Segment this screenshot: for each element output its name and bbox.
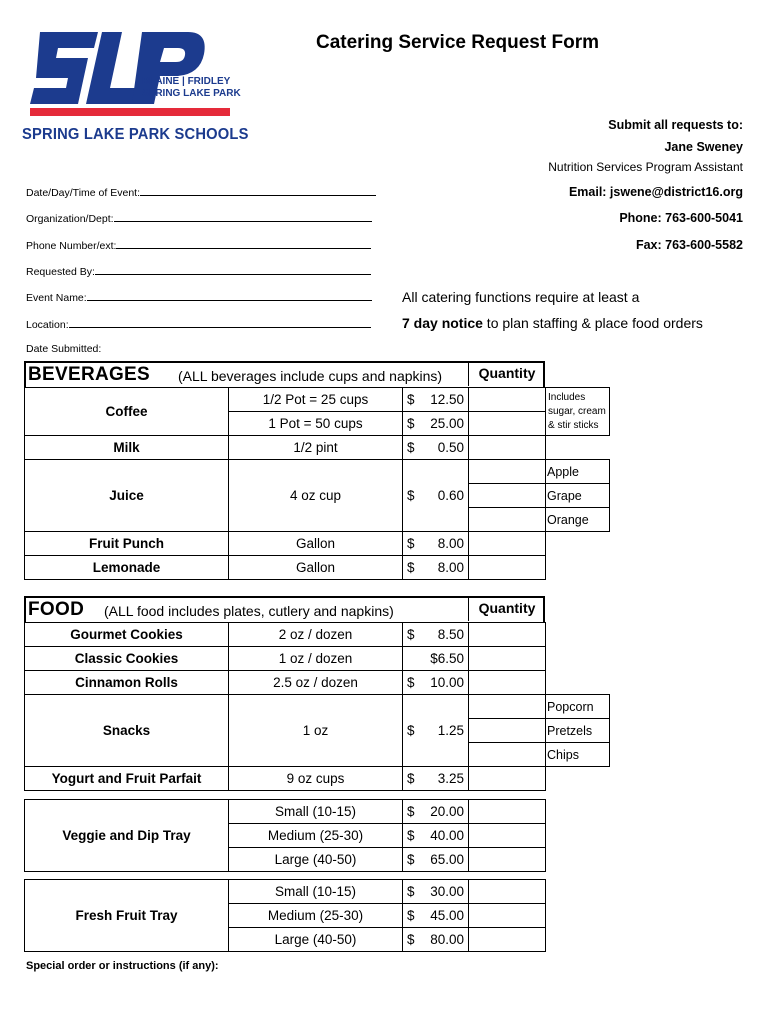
veggie-table <box>24 799 546 872</box>
qty-fruit-small[interactable] <box>469 880 546 904</box>
size-parfait: 9 oz cups <box>229 767 403 791</box>
item-classic-cookies: Classic Cookies <box>25 647 229 671</box>
price-lemonade: $ 8.00 <box>403 556 469 580</box>
option-pretzels: Pretzels <box>546 719 610 743</box>
food-subheading: (ALL food includes plates, cutlery and napkins) <box>104 603 394 619</box>
food-heading: FOOD <box>28 599 85 620</box>
price-fruit-punch: $ 8.00 <box>403 532 469 556</box>
beverages-quantity-header: Quantity <box>468 361 545 386</box>
beverages-subheading: (ALL beverages include cups and napkins) <box>178 368 443 384</box>
qty-veggie-small[interactable] <box>469 800 546 824</box>
item-milk: Milk <box>25 436 229 460</box>
qty-milk[interactable] <box>469 436 546 460</box>
qty-snacks-popcorn[interactable] <box>469 695 546 719</box>
price-coffee-half: $ 12.50 <box>403 388 469 412</box>
field-event-name[interactable]: Event Name: <box>26 290 372 304</box>
option-chips: Chips <box>546 743 610 767</box>
item-fruit-tray: Fresh Fruit Tray <box>25 880 229 952</box>
size-veggie-large: Large (40-50) <box>229 848 403 872</box>
option-orange: Orange <box>546 508 610 532</box>
field-date-submitted[interactable]: Date Submitted: <box>26 343 102 355</box>
size-cinnamon-rolls: 2.5 oz / dozen <box>229 671 403 695</box>
qty-fruit-medium[interactable] <box>469 904 546 928</box>
price-fruit-large: $ 80.00 <box>403 928 469 952</box>
contact-fax: Fax: 763-600-5582 <box>635 238 743 252</box>
price-gourmet-cookies: $ 8.50 <box>403 623 469 647</box>
item-coffee: Coffee <box>25 388 229 436</box>
qty-coffee-half[interactable] <box>469 388 546 412</box>
price-fruit-small: $ 30.00 <box>403 880 469 904</box>
beverages-heading: BEVERAGES <box>28 364 151 385</box>
food-header <box>24 596 545 623</box>
contact-phone: Phone: 763-600-5041 <box>619 211 743 225</box>
qty-juice-orange[interactable] <box>469 508 546 532</box>
qty-parfait[interactable] <box>469 767 546 791</box>
price-veggie-medium: $ 40.00 <box>403 824 469 848</box>
size-veggie-medium: Medium (25-30) <box>229 824 403 848</box>
price-veggie-small: $ 20.00 <box>403 800 469 824</box>
notice-line-2 <box>402 315 703 331</box>
contact-role: Nutrition Services Program Assistant <box>548 160 743 174</box>
item-veggie-tray: Veggie and Dip Tray <box>25 800 229 872</box>
option-popcorn: Popcorn <box>546 695 610 719</box>
qty-cinnamon-rolls[interactable] <box>469 671 546 695</box>
qty-coffee-full[interactable] <box>469 412 546 436</box>
size-fruit-punch: Gallon <box>229 532 403 556</box>
field-requested-by[interactable]: Requested By: <box>26 264 371 278</box>
contact-name: Jane Sweney <box>664 140 743 154</box>
price-classic-cookies: $6.50 <box>403 647 469 671</box>
item-cinnamon-rolls: Cinnamon Rolls <box>25 671 229 695</box>
beverages-table <box>24 387 610 580</box>
qty-gourmet-cookies[interactable] <box>469 623 546 647</box>
item-snacks: Snacks <box>25 695 229 767</box>
logo-school-name: SPRING LAKE PARK SCHOOLS <box>22 126 249 143</box>
size-gourmet-cookies: 2 oz / dozen <box>229 623 403 647</box>
size-juice: 4 oz cup <box>229 460 403 532</box>
qty-snacks-pretzels[interactable] <box>469 719 546 743</box>
food-table <box>24 622 610 791</box>
qty-juice-grape[interactable] <box>469 484 546 508</box>
price-cinnamon-rolls: $ 10.00 <box>403 671 469 695</box>
price-juice: $ 0.60 <box>403 460 469 532</box>
field-date-time[interactable]: Date/Day/Time of Event: <box>26 185 376 199</box>
option-apple: Apple <box>546 460 610 484</box>
beverages-header <box>24 361 545 388</box>
qty-snacks-chips[interactable] <box>469 743 546 767</box>
item-juice: Juice <box>25 460 229 532</box>
item-parfait: Yogurt and Fruit Parfait <box>25 767 229 791</box>
submit-label: Submit all requests to: <box>608 118 743 132</box>
notice-line-1: All catering functions require at least a <box>402 289 640 305</box>
notice-rest: to plan staffing & place food orders <box>482 315 703 331</box>
item-fruit-punch: Fruit Punch <box>25 532 229 556</box>
qty-juice-apple[interactable] <box>469 460 546 484</box>
size-snacks: 1 oz <box>229 695 403 767</box>
price-veggie-large: $ 65.00 <box>403 848 469 872</box>
price-milk: $ 0.50 <box>403 436 469 460</box>
field-organization[interactable]: Organization/Dept: <box>26 211 372 225</box>
form-title: Catering Service Request Form <box>316 32 599 53</box>
size-coffee-full: 1 Pot = 50 cups <box>229 412 403 436</box>
notice-bold: 7 day notice <box>402 315 483 331</box>
qty-veggie-large[interactable] <box>469 848 546 872</box>
logo-tagline-2: SPRING LAKE PARK <box>142 88 241 99</box>
qty-lemonade[interactable] <box>469 556 546 580</box>
price-snacks: $ 1.25 <box>403 695 469 767</box>
item-lemonade: Lemonade <box>25 556 229 580</box>
qty-fruit-large[interactable] <box>469 928 546 952</box>
field-phone[interactable]: Phone Number/ext: <box>26 238 371 252</box>
size-fruit-medium: Medium (25-30) <box>229 904 403 928</box>
field-location[interactable]: Location: <box>26 317 371 331</box>
qty-fruit-punch[interactable] <box>469 532 546 556</box>
district-logo <box>30 22 241 122</box>
size-coffee-half: 1/2 Pot = 25 cups <box>229 388 403 412</box>
size-fruit-small: Small (10-15) <box>229 880 403 904</box>
food-quantity-header: Quantity <box>468 596 545 621</box>
special-instructions-label: Special order or instructions (if any): <box>26 960 219 972</box>
size-veggie-small: Small (10-15) <box>229 800 403 824</box>
price-coffee-full: $ 25.00 <box>403 412 469 436</box>
size-milk: 1/2 pint <box>229 436 403 460</box>
contact-email: Email: jswene@district16.org <box>568 185 743 199</box>
option-grape: Grape <box>546 484 610 508</box>
size-fruit-large: Large (40-50) <box>229 928 403 952</box>
size-lemonade: Gallon <box>229 556 403 580</box>
qty-classic-cookies[interactable] <box>469 647 546 671</box>
price-parfait: $ 3.25 <box>403 767 469 791</box>
price-fruit-medium: $ 45.00 <box>403 904 469 928</box>
coffee-note: Includes sugar, cream & stir sticks <box>546 388 610 436</box>
item-gourmet-cookies: Gourmet Cookies <box>25 623 229 647</box>
logo-tagline-1: BLAINE | FRIDLEY <box>142 76 231 87</box>
size-classic-cookies: 1 oz / dozen <box>229 647 403 671</box>
fruit-tray-table <box>24 879 546 952</box>
qty-veggie-medium[interactable] <box>469 824 546 848</box>
